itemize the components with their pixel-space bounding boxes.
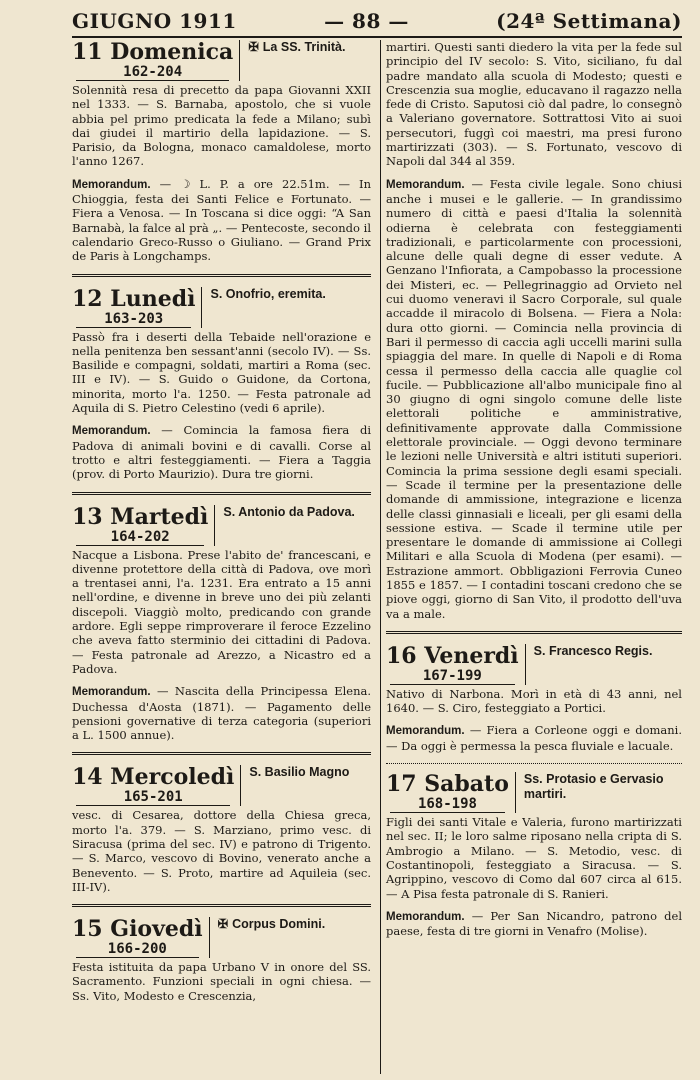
- memorandum-text: — Fiera a Corleone oggi e domani. — Da oggi è permessa la pesca fluviale e lacuale.: [386, 723, 682, 753]
- day-title-box: [72, 40, 240, 81]
- divider: [72, 492, 371, 495]
- memorandum-text: — Per San Nicandro, patrono del paese, festa di tre giorni in Venafro (Molise).: [386, 908, 682, 939]
- saint-heading: [210, 917, 371, 932]
- memorandum: [72, 423, 371, 481]
- day-numbers: 163-203: [76, 311, 191, 328]
- dotted-divider: [386, 763, 682, 764]
- saint-name: S. Onofrio, eremita.: [210, 286, 326, 301]
- saint-heading: [202, 287, 371, 302]
- day-name: 13 Martedì: [72, 503, 209, 530]
- saint-heading: [215, 505, 371, 520]
- day-numbers: 168-198: [390, 796, 505, 813]
- divider: [72, 274, 371, 277]
- day-entry-15-continued: [386, 40, 682, 621]
- week-label: (24ª Settimana): [496, 9, 682, 33]
- day-numbers: 164-202: [76, 529, 204, 546]
- saint-name: S. Francesco Regis.: [533, 643, 653, 658]
- day-text: Solennità resa di precetto da papa Giovanni XXII nel 1333. — S. Barnaba, apostolo, che si vuole abbia pel primo predicata la fede a Milano; subì dai giudei il martirio della lapidazione. — S. Parisio, da Bologna, monaco camaldolese, morto l'anno 1267.: [72, 83, 371, 169]
- day-name: 15 Giovedì: [72, 916, 203, 943]
- saint-name: S. Antonio da Padova.: [223, 504, 355, 519]
- day-entry-11: [72, 40, 371, 264]
- day-entry-17: [386, 772, 682, 938]
- memorandum-label: Memorandum.: [72, 425, 151, 438]
- memorandum: [72, 177, 371, 264]
- day-title-box: [72, 765, 241, 806]
- day-entry-13: [72, 505, 371, 743]
- divider: [72, 752, 371, 755]
- day-title-box: [386, 644, 526, 685]
- divider: [72, 904, 371, 907]
- saint-heading: [240, 40, 371, 55]
- day-text: Nacque a Lisbona. Prese l'abito de' francescani, e divenne protettore della città di Padova, ove morì a trentasei anni, l'a. 1231. Era entrato a 15 anni nell'ordine, e divenne in breve uno dei più zelanti discepoli. Viaggiò molto, predicando con grande ardore. Egli seppe rimproverare il feroce Ezzelino che aveva fatto sterminio dei cittadini di Padova. — Festa patronale ad Arezzo, a Nicastro ed a Padova.: [72, 547, 371, 676]
- month-year: GIUGNO 1911: [72, 9, 237, 33]
- saint-name: Ss. Protasio e Gervasio martiri.: [523, 772, 664, 802]
- day-entry-16: [386, 644, 682, 753]
- memorandum-text: — ☽ L. P. a ore 22.51m. — In Chioggia, festa dei Santi Felice e Fortunato. — Fiera a Venosa. — In Toscana si dice oggi: “A San Barnabà, la falce al prà „. — Pentecoste, secondo il calendario Greco-Russo o Giuliano. — Grand Prix de Paris à Longchamps.: [72, 176, 371, 264]
- day-title-box: [72, 287, 202, 328]
- cross-icon: ✠: [248, 40, 259, 54]
- day-entry-14: [72, 765, 371, 894]
- day-entry-12: [72, 287, 371, 482]
- day-text-part-2: martiri. Questi santi diedero la vita per la fede sul principio del IV secolo: S. Vito, siciliano, fu dal padre mandato alla scuola di Modesto; questi e Crescenzia sua moglie, educavano il ragazzo nella fede di Cristo. Saputosi ciò dal padre, lo consegnò a Valeriano governatore. Sottrattosi Vito ai suoi persecutori, fuggì coi maestri, ma presi furono martirizzati (303). — S. Fortunato, vescovo di Napoli dal 344 al 359.: [386, 40, 682, 169]
- memorandum-label: Memorandum.: [72, 178, 151, 191]
- page-number: — 88 —: [324, 9, 409, 33]
- saint-heading: [526, 644, 682, 659]
- day-text: Nativo di Narbona. Morì in età di 43 anni, nel 1640. — S. Ciro, festeggiato a Portici.: [386, 686, 682, 716]
- day-name: 16 Venerdì: [386, 642, 519, 669]
- memorandum-label: Memorandum.: [386, 178, 465, 191]
- memorandum: [72, 684, 371, 742]
- saint-heading: [516, 772, 682, 802]
- memorandum-text: — Festa civile legale. Sono chiusi anche i musei e le gallerie. — In grandissimo numero di città e paesi d'Italia la solennità odierna è celebrata con festeggiamenti tradizionali, e particolarmente con processioni, alcune delle quali degne di esser vedute. A Genzano l'Infiorata, a Campobasso la processione dei Misteri, ec. — Pellegrinaggio ad Orvieto nel cui duomo veneravi il Sacro Corporale, sul quale accadde il miracolo di Bolsena. — Fiera a Nola: dura otto giorni. — Comincia nella provincia di Bari il permesso di caccia agli uccelli marini sulla spiaggia del mare. In quelle di Napoli e di Roma cessa il permesso della caccia alle quaglie col fucile. — Pubblicazione all'albo municipale fino al 30 giugno di ogni singolo comune delle liste elettorali politiche e amministrative, definitivamente approvate dalla Commissione elettorale provinciale. — Oggi devono terminare le lezioni nelle Università e altri istituti superiori. Comincia la prima sessione degli esami speciali. — Scade il termine per la presentazione delle domande di ammissione, integrazione e licenza delle classi ginnasiali e liceali, per gli esami della sessione estiva. — Scade il termine utile per presentare le domande di ammissione ai Collegi Militari e alla Scuola di Modena (per esami). — Estrazione ammort. Obbligazioni Ferrovia Cuneo 1855 e 1857. — I contadini toscani credono che se piove oggi, giorno di San Vito, il prodotto dell'uva va a male.: [386, 176, 683, 621]
- day-name: 17 Sabato: [386, 771, 509, 798]
- memorandum: [386, 723, 682, 753]
- memorandum-text: — Nascita della Principessa Elena. Duchessa d'Aosta (1871). — Pagamento delle pensioni governative di terza categoria (superiori a L. 1500 annue).: [72, 684, 372, 743]
- saint-name: Corpus Domini.: [232, 917, 326, 932]
- day-name: 11 Domenica: [72, 39, 234, 65]
- day-title-box: [386, 772, 516, 813]
- memorandum: [386, 909, 682, 939]
- saint-name: S. Basilio Magno: [249, 765, 350, 780]
- day-numbers: 166-200: [76, 941, 199, 958]
- memorandum-text: — Comincia la famosa fiera di Padova di animali bovini e di cavalli. Corse al trotto e altri festeggiamenti. — Fiera a Taggia (prov. di Porto Maurizio). Dura tre giorni.: [72, 423, 371, 482]
- day-name: 12 Lunedì: [72, 285, 196, 312]
- memorandum: [386, 177, 682, 621]
- cross-icon: ✠: [217, 917, 229, 932]
- memorandum-label: Memorandum.: [72, 686, 151, 699]
- day-entry-15: [72, 917, 371, 1003]
- day-numbers: 162-204: [76, 64, 229, 81]
- day-title-box: [72, 505, 215, 546]
- memorandum-label: Memorandum.: [386, 725, 465, 738]
- day-title-box: [72, 917, 210, 958]
- page-header: [72, 6, 682, 38]
- left-column: [72, 40, 377, 1074]
- saint-heading: [241, 765, 371, 780]
- day-numbers: 167-199: [390, 668, 515, 685]
- memorandum-label: Memorandum.: [386, 910, 465, 923]
- right-column: [386, 40, 682, 1074]
- day-text: Figli dei santi Vitale e Valeria, furono martirizzati nel sec. II; le loro salme riposano nella cripta di S. Ambrogio a Milano. — S. Metodio, vesc. di Costantinopoli, festeggiato a Siracusa. — S. Agrippino, vescovo di Como dal 607 circa al 615. — A Pisa festa patronale di S. Ranieri.: [386, 815, 682, 901]
- divider: [386, 631, 682, 634]
- day-numbers: 165-201: [76, 789, 230, 806]
- saint-name: La SS. Trinità.: [262, 40, 346, 54]
- column-divider: [380, 40, 381, 1074]
- day-name: 14 Mercoledì: [72, 764, 235, 791]
- day-text: vesc. di Cesarea, dottore della Chiesa greca, morto l'a. 379. — S. Marziano, primo vesc. di Siracusa (prima del sec. IV) e patrono di Trigento. — S. Marco, vescovo di Bovino, venerato anche a Benevento. — S. Proto, martire ad Aquileia (sec. III-IV).: [72, 808, 371, 894]
- day-text-part-1: Festa istituita da papa Urbano V in onore del SS. Sacramento. Funzioni speciali in ogni chiesa. — Ss. Vito, Modesto e Crescenzia,: [72, 960, 371, 1003]
- day-text: Passò fra i deserti della Tebaide nell'orazione e nella penitenza ben sessant'anni (secolo IV). — Ss. Basilide e compagni, soldati, martiri a Roma (sec. III e IV). — S. Guido o Guidone, da Cortona, minorita, morto l'a. 1250. — Festa patronale ad Aquila di S. Pietro Celestino (vedi 6 aprile).: [72, 329, 371, 416]
